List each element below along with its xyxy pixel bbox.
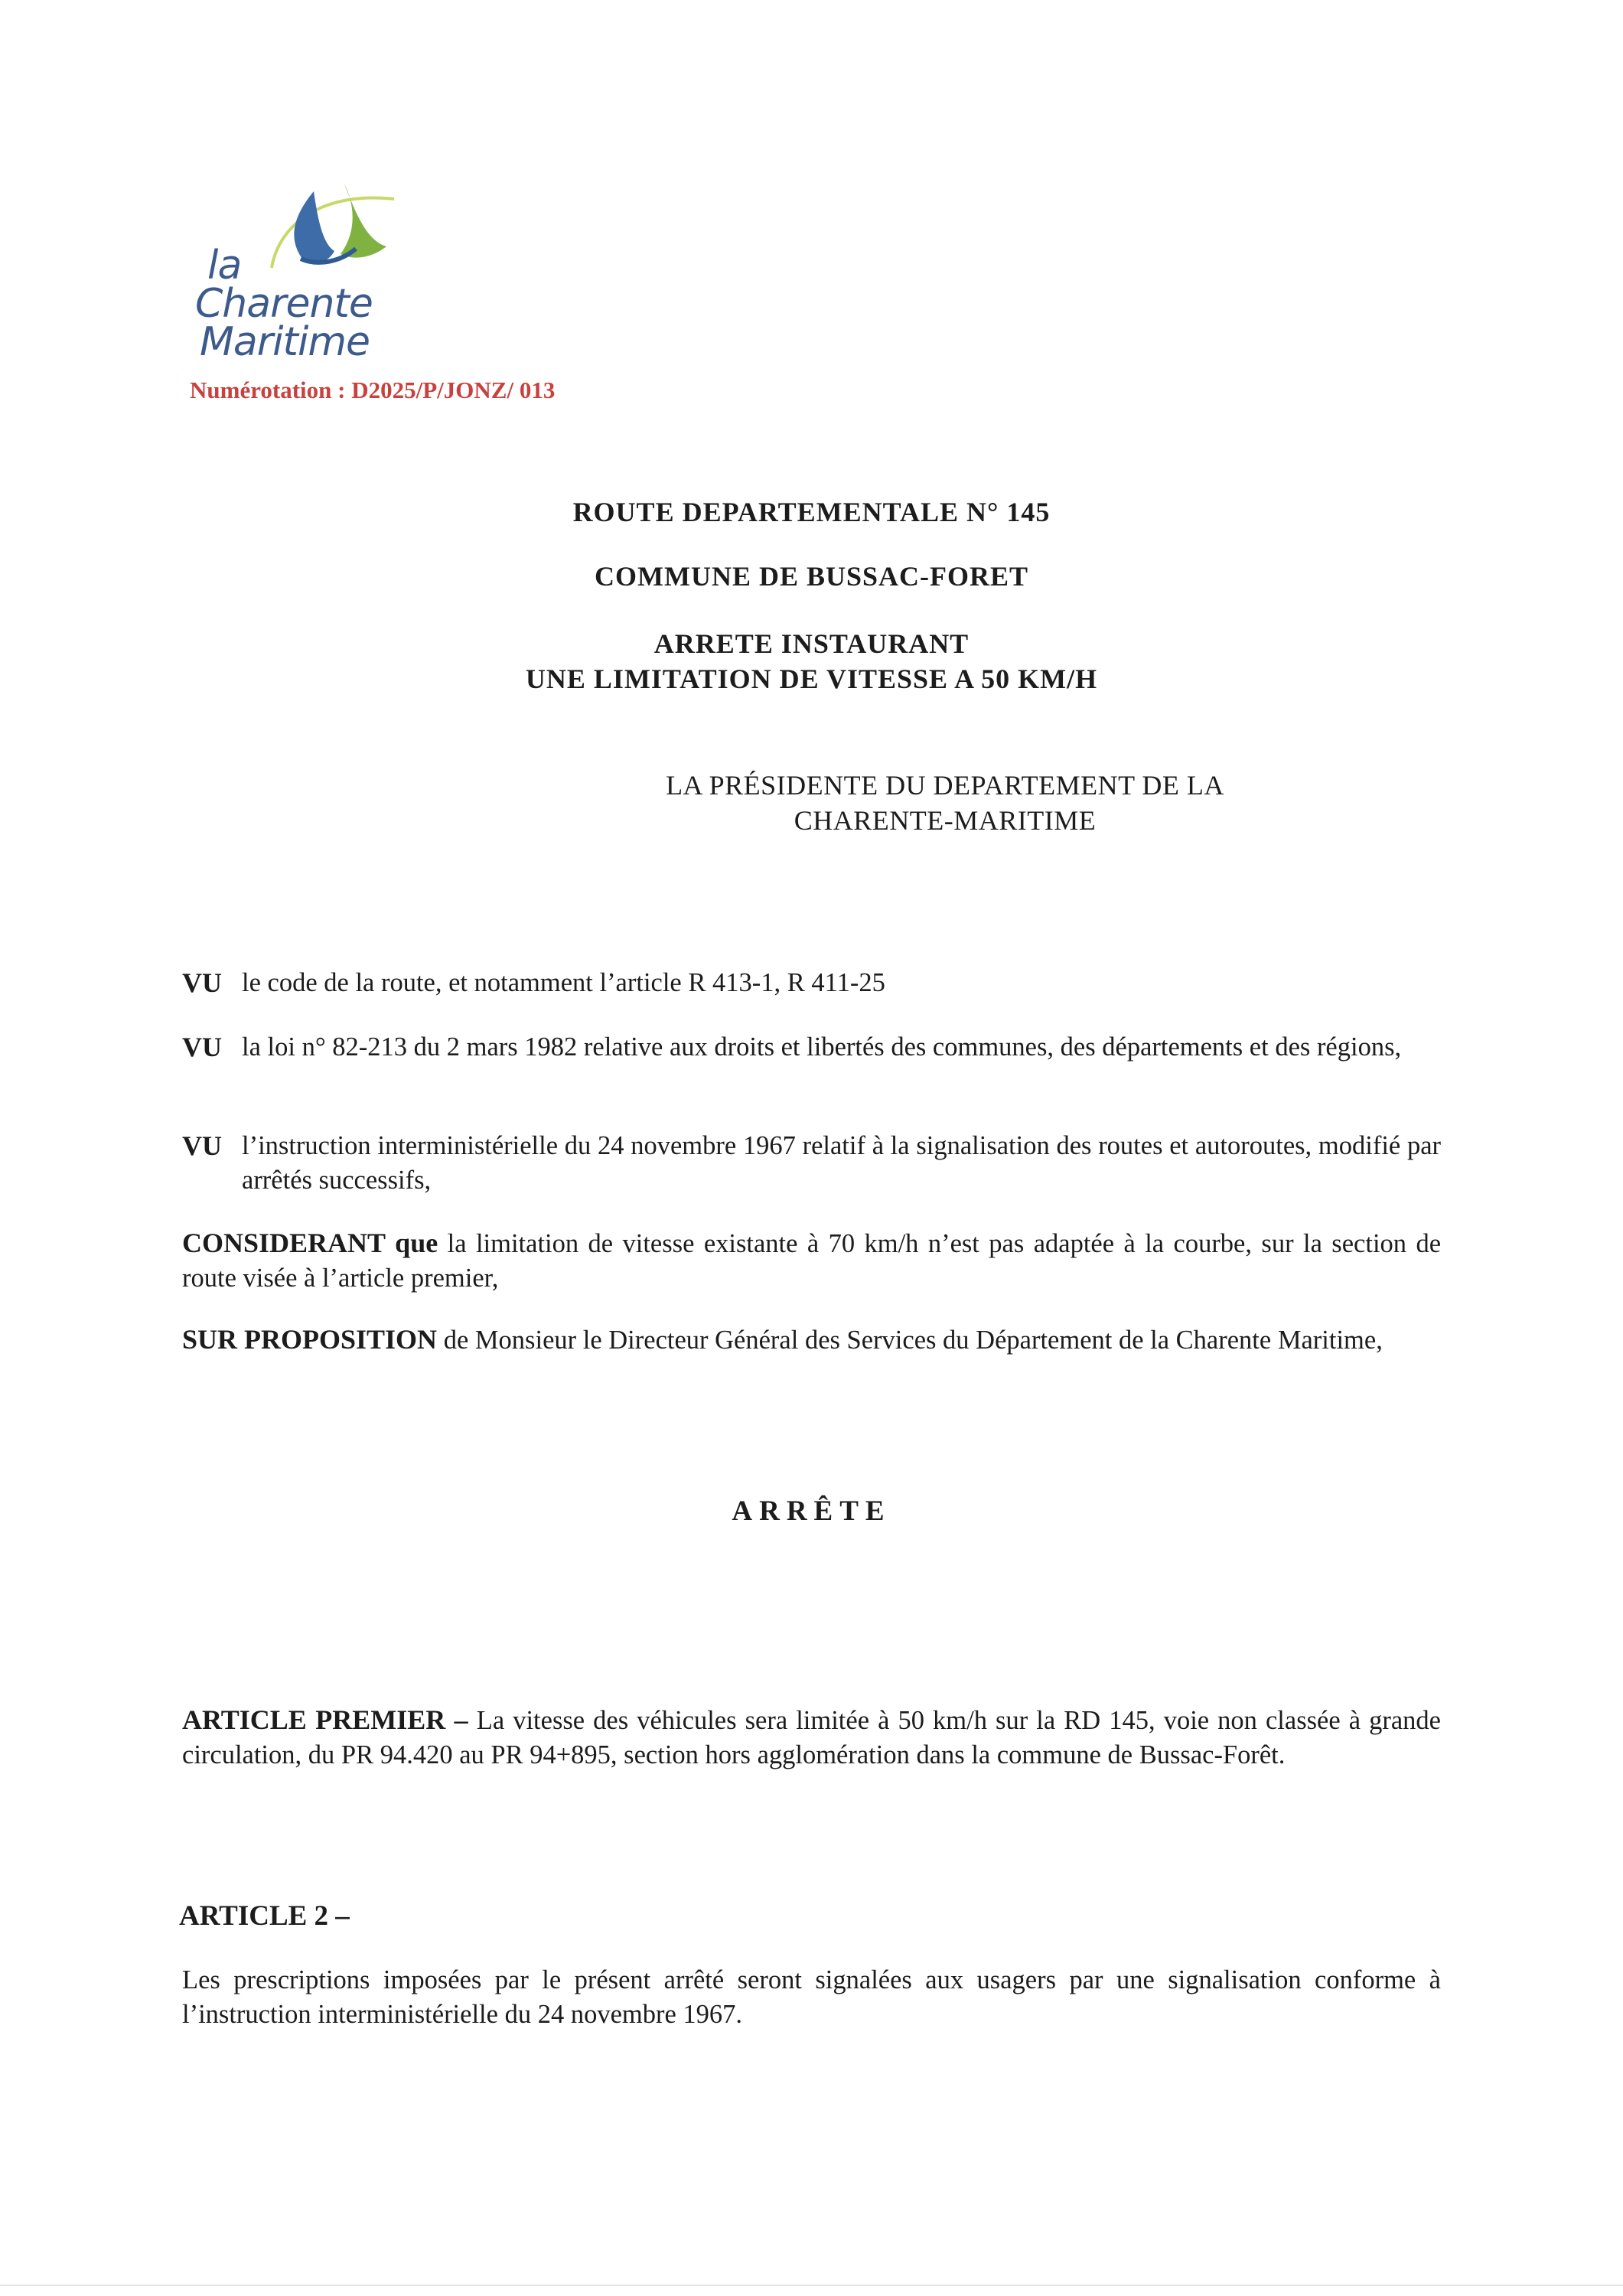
logo-word-maritime: Maritime [200, 319, 370, 365]
considerant-paragraph [182, 1226, 1441, 1296]
visa-2 [182, 1030, 1441, 1065]
considerant-keyword: CONSIDERANT que [182, 1228, 438, 1258]
article-2-heading: ARTICLE 2 – [179, 1900, 350, 1932]
president-line2: CHARENTE-MARITIME [794, 805, 1097, 836]
visa-keyword: VU [182, 1130, 222, 1161]
article-2-text: Les prescriptions imposées par le présent arrêté seront signalées aux usagers par une signalisation conforme à l’instruction interministérielle du 24 novembre 1967. [182, 1965, 1441, 2029]
president-heading [0, 768, 1623, 838]
president-line1: LA PRÉSIDENTE DU DEPARTEMENT DE LA [666, 770, 1224, 801]
visa-text: la loi n° 82-213 du 2 mars 1982 relative aux droits et libertés des communes, des départements et des régions, [242, 1032, 1402, 1062]
title-route: ROUTE DEPARTEMENTALE N° 145 [572, 497, 1051, 527]
numerotation: Numérotation : D2025/P/JONZ/ 013 [190, 377, 556, 403]
article-premier-text: La vitesse des véhicules sera limitée à 50 km/h sur la RD 145, voie non classée à grande circulation, du PR 94.420 au PR 94+895, section hors agglomération dans la commune de Bussac-Forêt. [182, 1706, 1441, 1769]
considerant-text: la limitation de vitesse existante à 70 km/h n’est pas adaptée à la courbe, sur la section de route visée à l’article premier, [182, 1229, 1442, 1293]
logo-word-charente: Charente [195, 281, 373, 327]
visa-keyword: VU [182, 1032, 222, 1062]
visa-keyword: VU [182, 967, 222, 998]
title-arrete [0, 626, 1623, 696]
article-premier-heading: ARTICLE PREMIER – [182, 1704, 468, 1735]
arrete-heading: ARRÊTE [732, 1495, 891, 1527]
proposition-keyword: SUR PROPOSITION [182, 1324, 438, 1355]
charente-maritime-logo [195, 176, 425, 375]
title-arrete-line2: UNE LIMITATION DE VITESSE A 50 KM/H [525, 664, 1098, 694]
visa-text: le code de la route, et notamment l’article R 413-1, R 411-25 [242, 968, 885, 997]
visa-1 [182, 966, 1441, 1000]
article-premier [182, 1703, 1441, 1773]
proposition-paragraph [182, 1322, 1441, 1358]
logo-wordmark [195, 243, 373, 365]
proposition-text: de Monsieur le Directeur Général des Services du Département de la Charente Maritime, [443, 1326, 1383, 1355]
page-bottom-divider [0, 2285, 1623, 2286]
visa-3 [182, 1129, 1441, 1198]
title-arrete-line1: ARRETE INSTAURANT [653, 628, 970, 659]
visa-text: l’instruction interministérielle du 24 novembre 1967 relatif à la signalisation des routes et autoroutes, modifié par arrêtés successifs, [242, 1131, 1441, 1195]
title-commune: COMMUNE DE BUSSAC-FORET [594, 561, 1029, 592]
logo-word-la: la [207, 243, 242, 289]
